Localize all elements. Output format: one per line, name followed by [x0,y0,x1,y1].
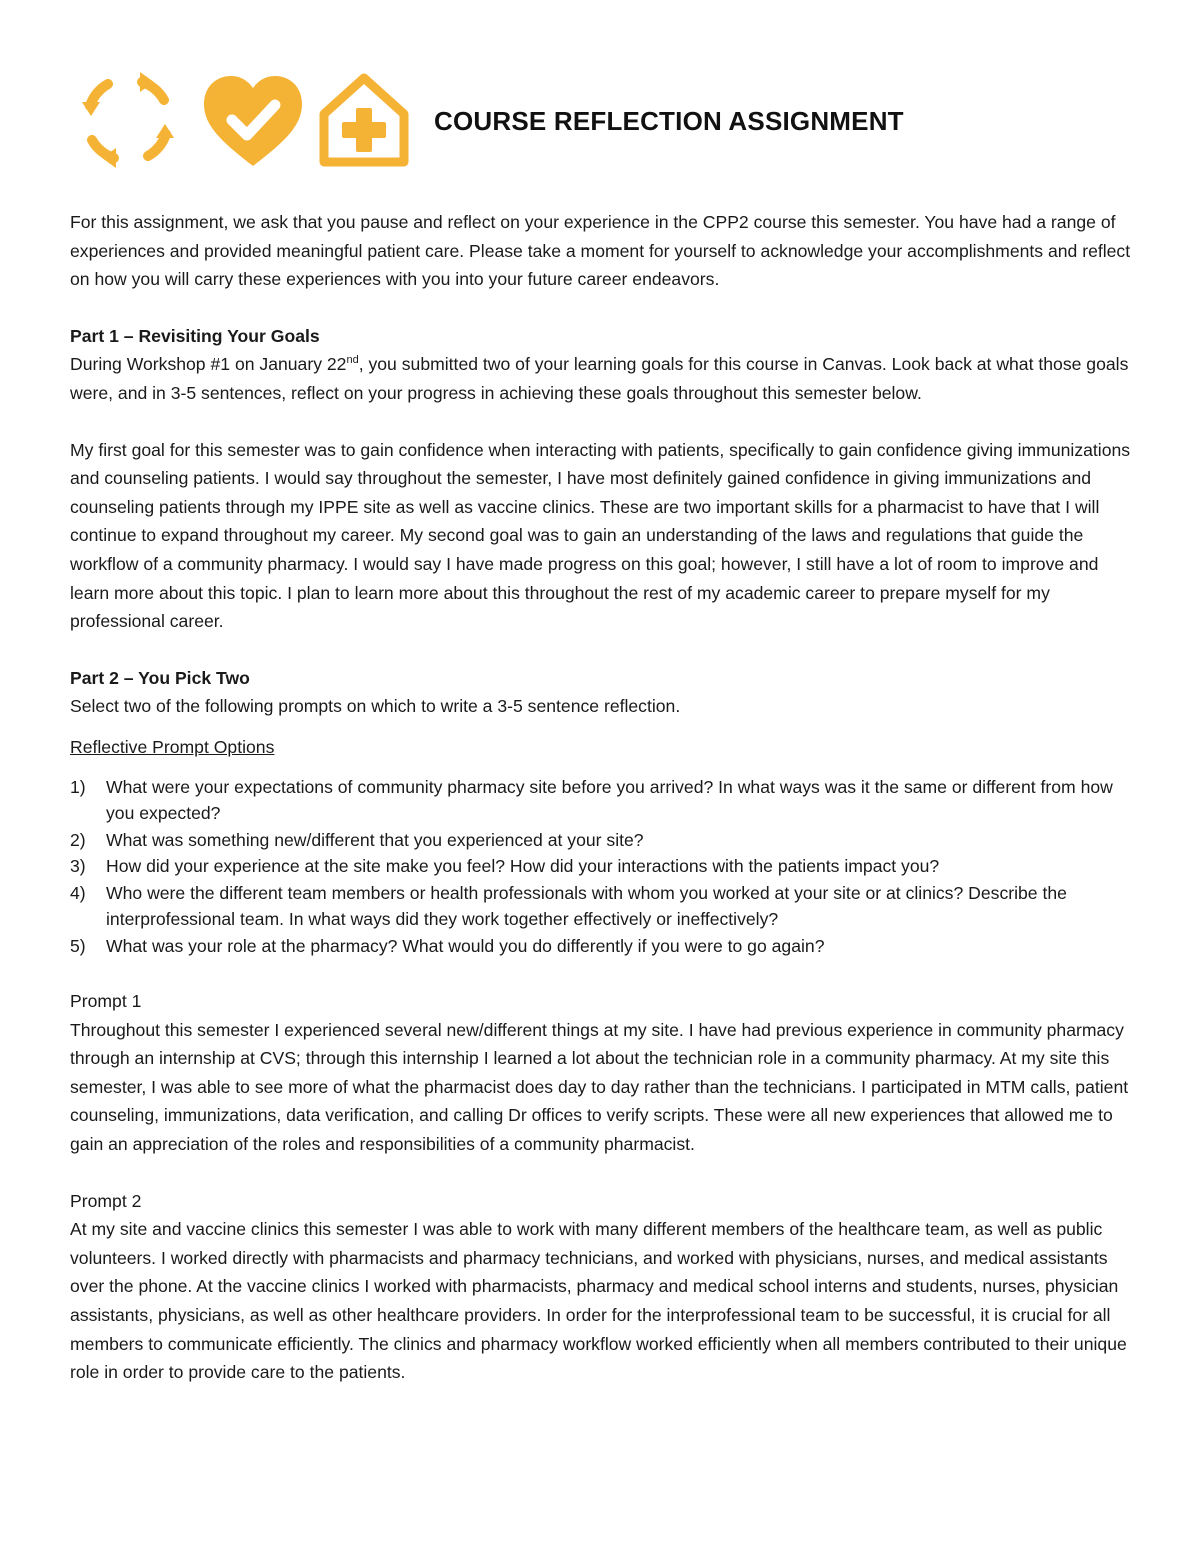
prompt-options-heading: Reflective Prompt Options [70,736,275,757]
part2-instructions: Select two of the following prompts on which to write a 3-5 sentence reflection. [70,696,681,717]
document-body [70,208,1132,1387]
document-header [70,64,1130,174]
prompt1-response: Throughout this semester I experienced several new/different things at my site. I have had previous experience in community pharmacy through an internship at CVS; through this internship I learned a lot about the technician role in a community pharmacy. At my site this semester, I was able to see more of what the pharmacist does day to day rather than the technicians. I participated in MTM calls, patient counseling, immunizations, data verification, and calling Dr offices to verify scripts. These were all new experiences that allowed me to gain an appreciation of the roles and responsibilities of a community pharmacist. [70,1019,1129,1154]
cycle-arrows-icon [78,70,178,170]
document-title: COURSE REFLECTION ASSIGNMENT [434,106,904,136]
part1-instructions: During Workshop #1 on January 22nd, you submitted two of your learning goals for this course in Canvas. Look back at what those goals were, and in 3-5 sentences, reflect on your progress in achieving these goals throughout this semester below. [70,354,1129,403]
part2-heading: Part 2 – You Pick Two [70,667,250,688]
list-item: 2) What was something new/different that you experienced at your site? [70,829,644,850]
prompt1-label: Prompt 1 [70,991,142,1011]
list-item: 3) How did your experience at the site make you feel? How did your interactions with the patients impact you? [70,856,940,876]
prompt-options-list [70,774,1132,960]
part1-heading: Part 1 – Revisiting Your Goals [70,325,320,346]
heart-check-icon [202,74,304,168]
intro-paragraph: For this assignment, we ask that you pause and reflect on your experience in the CPP2 course this semester. You have had a range of experiences and provided meaningful patient care. Please take a moment for yourself to acknowledge your accomplishments and reflect on how you will carry these experiences with you into your future career endeavors. [70,212,1131,290]
list-item: 1) What were your expectations of community pharmacy site before you arrived? In what ways was it the same or different from how you expected? [70,776,1113,823]
list-item: 5) What was your role at the pharmacy? What would you do differently if you were to go again? [70,935,825,956]
list-item: 4) Who were the different team members or health professionals with whom you worked at your site or at clinics? Describe the interprofessional team. In what ways did they work together effectively or ineffectively? [70,882,1067,929]
part1-response: My first goal for this semester was to gain confidence when interacting with patients, specifically to gain confidence giving immunizations and counseling patients. I would say throughout the semester, I have most definitely gained confidence in giving immunizations and counseling patients through my IPPE site as well as vaccine clinics. These are two important skills for a pharmacist to have that I will continue to expand throughout my career. My second goal was to gain an understanding of the laws and regulations that guide the workflow of a community pharmacy. I would say I have made progress on this goal; however, I still have a lot of room to improve and learn more about this topic. I plan to learn more about this throughout the rest of my academic career to prepare myself for my professional career. [70,439,1131,632]
house-plus-icon [316,70,412,170]
prompt2-label: Prompt 2 [70,1190,142,1211]
prompt2-response: At my site and vaccine clinics this semester I was able to work with many different members of the healthcare team, as well as public volunteers. I worked directly with pharmacists and pharmacy technicians, and worked with physicians, nurses, and medical assistants over the phone. At the vaccine clinics I worked with pharmacists, pharmacy and medical school interns and students, nurses, physician assistants, physicians, as well as other healthcare providers. In order for the interprofessional team to be successful, it is crucial for all members to communicate efficiently. The clinics and pharmacy workflow worked efficiently when all members contributed to their unique role in order to provide care to the patients. [70,1219,1127,1383]
